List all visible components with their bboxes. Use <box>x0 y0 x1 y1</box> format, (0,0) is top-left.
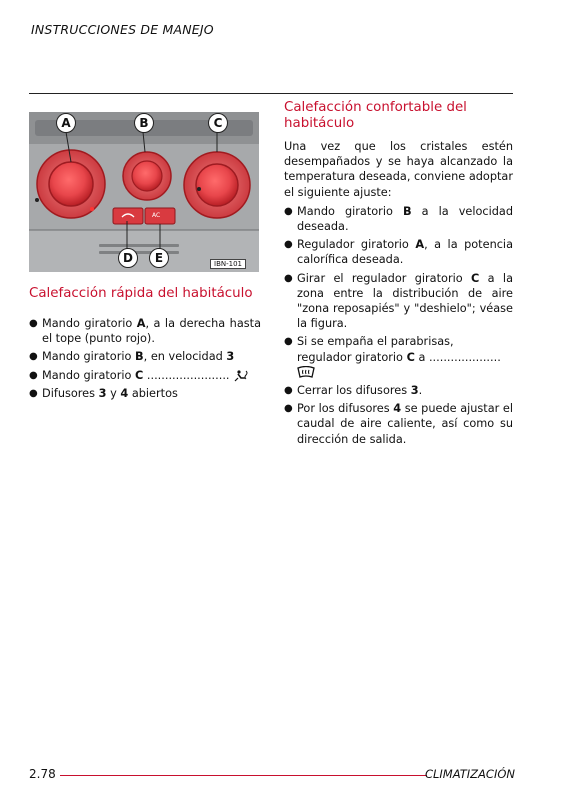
list-item: ● Cerrar los difusores 3. <box>284 383 513 398</box>
section-title: CLIMATIZACIÓN <box>424 767 515 781</box>
windshield-defrost-icon <box>297 366 315 379</box>
left-column <box>29 316 261 404</box>
callout-a: A <box>56 113 76 133</box>
list-item: ● Mando giratorio C ....................... <box>29 368 261 383</box>
callout-c: C <box>208 113 228 133</box>
heater-control-figure <box>29 112 259 272</box>
list-item: ● Si se empaña el parabrisas, regulador giratorio C a .................... <box>284 334 513 380</box>
feet-defrost-icon <box>233 369 251 383</box>
list-item: ● Girar el regulador giratorio C a la zona entre la distribución de aire "zona reposapiés" y "deshielo"; véase la figura. <box>284 271 513 332</box>
callout-d: D <box>118 248 138 268</box>
list-item: ● Mando giratorio B, en velocidad 3 <box>29 349 261 364</box>
callout-b: B <box>134 113 154 133</box>
list-item: ● Por los difusores 4 se puede ajustar el caudal de aire caliente, así como su dirección de salida. <box>284 401 513 447</box>
header-rule <box>29 93 513 94</box>
list-item: ● Mando giratorio A, a la derecha hasta el tope (punto rojo). <box>29 316 261 346</box>
control-panel-illustration <box>29 112 259 272</box>
running-header: INSTRUCCIONES DE MANEJO <box>31 22 214 37</box>
list-item: ● Regulador giratorio A, a la potencia calorífica deseada. <box>284 237 513 267</box>
callout-e: E <box>149 248 169 268</box>
page-number: 2.78 <box>29 767 56 781</box>
left-heading: Calefacción rápida del habitáculo <box>29 286 253 301</box>
footer-rule <box>60 775 427 776</box>
intro-paragraph: Una vez que los cristales estén desempañados y se haya alcanzado la temperatura deseada, conviene adoptar el siguiente ajuste: <box>284 140 513 199</box>
right-heading: Calefacción confortable del habitáculo <box>284 100 467 131</box>
list-item: ● Difusores 3 y 4 abiertos <box>29 386 261 401</box>
list-item: ● Mando giratorio B a la velocidad deseada. <box>284 204 513 234</box>
ac-button-label: AC <box>152 212 161 219</box>
right-column <box>284 139 513 450</box>
figure-reference: IBN-101 <box>210 259 246 269</box>
